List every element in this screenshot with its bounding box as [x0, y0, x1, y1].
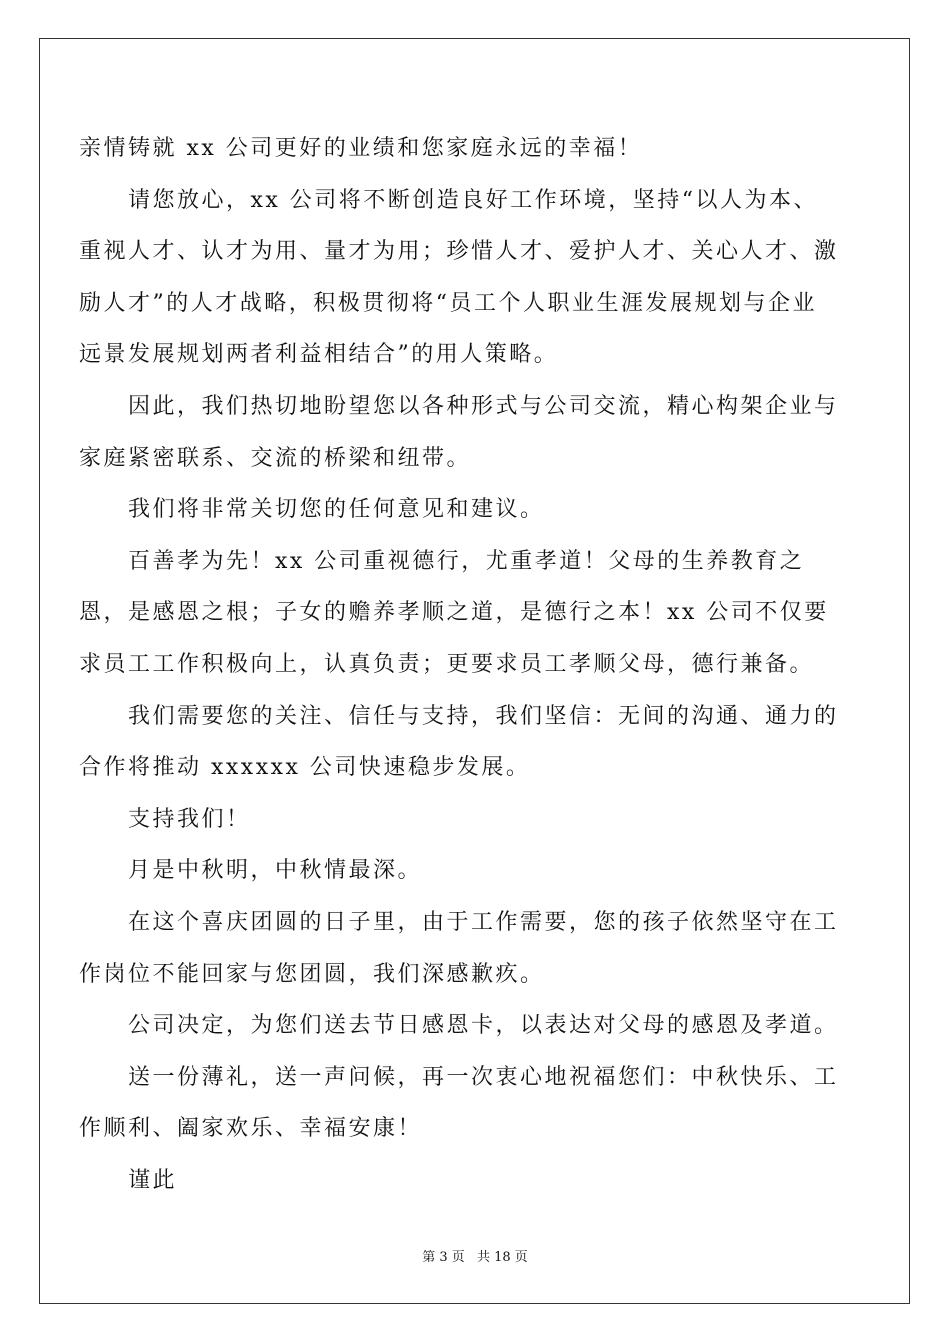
paragraph-2: 请您放心，xx 公司将不断创造良好工作环境，坚持“以人为本、重视人才、认才为用、量才为用；珍惜人才、爱护人才、关心人才、激励人才”的人才战略，积极贯彻将“员工个人职业生涯发展规划与企业远景发展规划两者利益相结合”的用人策略。 [79, 187, 839, 368]
page-number-current: 第 3 页 [422, 1250, 465, 1265]
paragraph-10: 公司决定，为您们送去节日感恩卡，以表达对父母的感恩及孝道。 [128, 1013, 839, 1039]
paragraph-9: 在这个喜庆团圆的日子里，由于工作需要，您的孩子依然坚守在工作岗位不能回家与您团圆，我们深感歉疚。 [79, 909, 839, 987]
paragraph-5: 百善孝为先！xx 公司重视德行，尤重孝道！父母的生养教育之恩，是感恩之根；子女的赡养孝顺之道，是德行之本！xx 公司不仅要求员工工作积极向上，认真负责；更要求员工孝顺父母，德行兼备。 [79, 548, 829, 677]
paragraph-4: 我们将非常关切您的任何意见和建议。 [128, 497, 545, 523]
paragraph-11: 送一份薄礼，送一声问候，再一次衷心地祝福您们：中秋快乐、工作顺利、阖家欢乐、幸福安康！ [79, 1064, 839, 1142]
page-number-total: 共 18 页 [476, 1250, 528, 1265]
paragraph-1: 亲情铸就 xx 公司更好的业绩和您家庭永远的幸福！ [79, 136, 643, 161]
paragraph-3: 因此，我们热切地盼望您以各种形式与公司交流，精心构架企业与家庭紧密联系、交流的桥梁和纽带。 [79, 393, 839, 471]
page-footer [0, 1246, 950, 1265]
document-body [79, 123, 839, 1206]
paragraph-12: 谨此 [128, 1167, 178, 1193]
paragraph-6: 我们需要您的关注、信任与支持，我们坚信：无间的沟通、通力的合作将推动 xxxxxx 公司快速稳步发展。 [79, 703, 839, 781]
paragraph-8: 月是中秋明，中秋情最深。 [128, 858, 423, 884]
paragraph-7: 支持我们！ [128, 806, 251, 832]
